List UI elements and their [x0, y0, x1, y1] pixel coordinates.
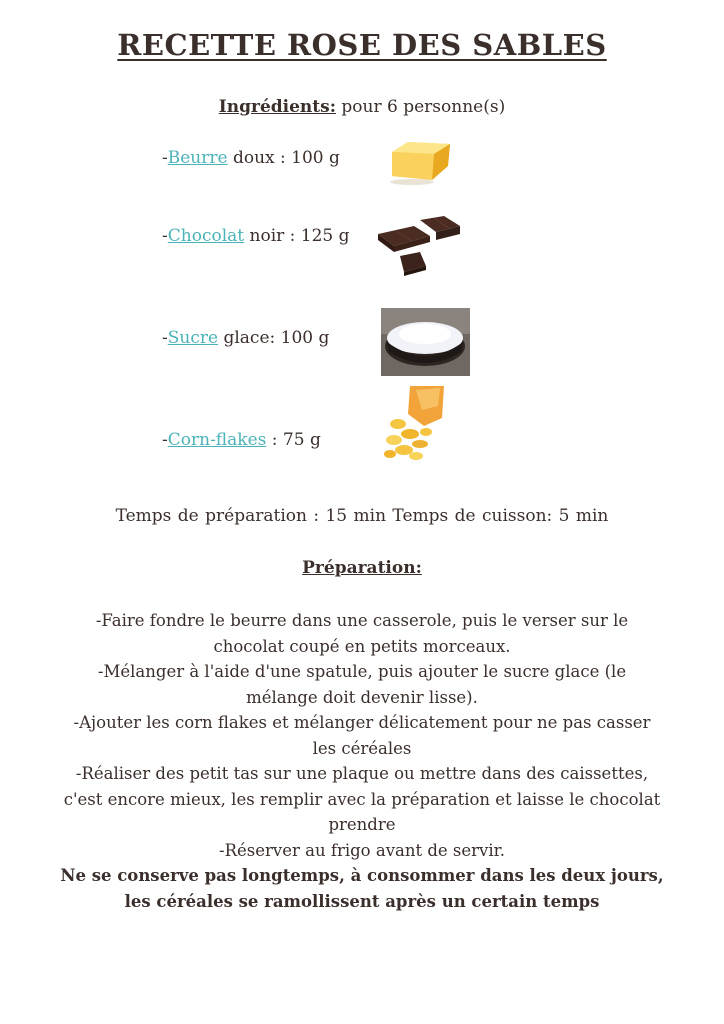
butter-icon	[386, 136, 454, 188]
cornflakes-icon	[380, 384, 446, 464]
ingredients-heading	[0, 97, 724, 117]
conservation-note: Ne se conserve pas longtemps, à consommer dans les deux jours, les céréales se ramollissent après un certain temps	[60, 866, 664, 911]
chocolate-icon	[374, 212, 468, 278]
ingredient-link-chocolate[interactable]: Chocolat	[167, 226, 245, 246]
sugar-icon	[381, 308, 470, 376]
step-text: -Réserver au frigo avant de servir.	[219, 840, 505, 860]
ingredient-sugar: -Sucre glace: 100 g	[162, 328, 330, 348]
step-text: -Mélanger à l'aide d'une spatule, puis ajouter le sucre glace (le mélange doit devenir lisse).	[97, 662, 627, 707]
page-title: RECETTE ROSE DES SABLES	[117, 28, 607, 62]
ingredient-link-butter[interactable]: Beurre	[167, 148, 228, 168]
ingredient-chocolate: -Chocolat noir : 125 g	[162, 226, 350, 246]
servings-text: pour 6 personne(s)	[336, 97, 506, 117]
ingredient-cornflakes: -Corn-flakes : 75 g	[162, 430, 321, 450]
step-text: -Réaliser des petit tas sur une plaque ou mettre dans des caissettes, c'est encore mieux, les remplir avec la préparation et laisse le chocolat prendre	[63, 764, 661, 834]
preparation-heading: Préparation:	[302, 558, 422, 578]
step-text: -Ajouter les corn flakes et mélanger délicatement pour ne pas casser les céréales	[73, 713, 651, 758]
ingredient-butter: -Beurre doux : 100 g	[162, 148, 340, 168]
step-text: -Faire fondre le beurre dans une casserole, puis le verser sur le chocolat coupé en petits morceaux.	[95, 611, 629, 656]
ingredient-link-cornflakes[interactable]: Corn-flakes	[167, 430, 267, 450]
ingredients-label: Ingrédients:	[218, 97, 336, 117]
times-text: Temps de préparation : 15 min Temps de cuisson: 5 min	[115, 506, 609, 526]
preparation-steps	[60, 608, 664, 863]
ingredient-link-sugar[interactable]: Sucre	[167, 328, 219, 348]
